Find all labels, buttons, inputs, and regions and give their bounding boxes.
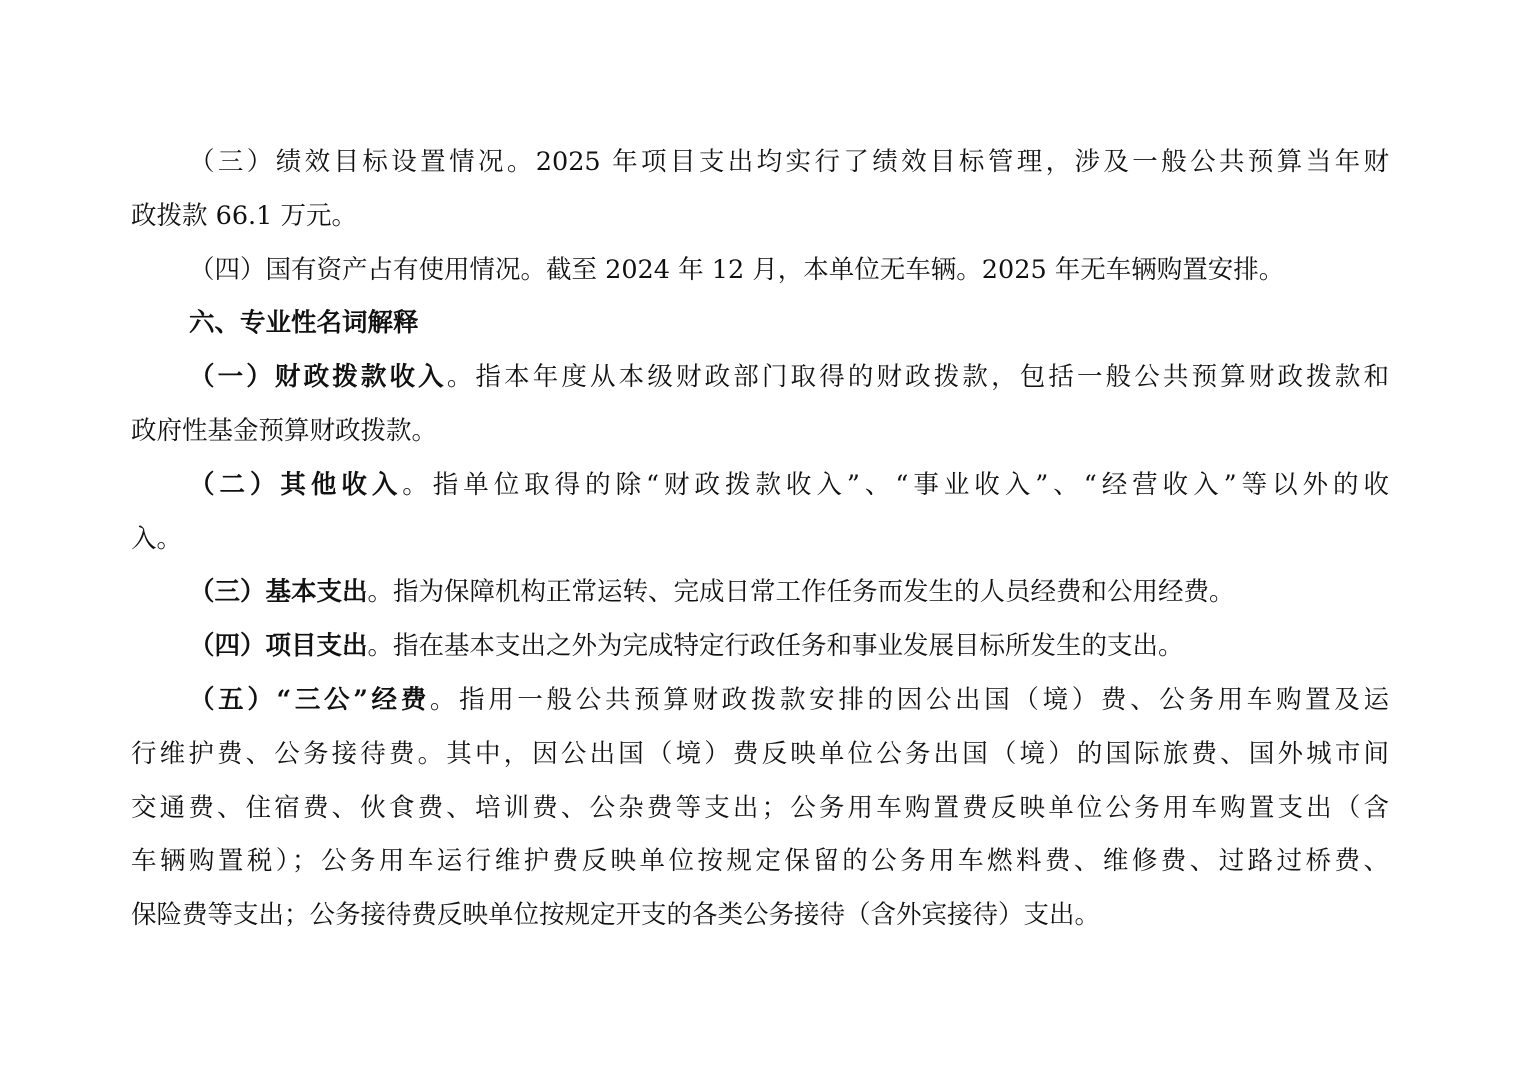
definition-basic-expenditure (131, 566, 1389, 620)
paragraph-performance-targets (131, 136, 1389, 244)
section-heading: 六、专业性名词解释 (189, 308, 419, 339)
definition-text: 。指在基本支出之外为完成特定行政任务和事业发展目标所发生的支出。 (367, 631, 1184, 662)
paragraph-line (131, 566, 1389, 620)
paragraph-line (131, 459, 1389, 513)
paragraph-line (131, 620, 1389, 674)
paragraph-line: 交通费、住宿费、伙食费、培训费、公杂费等支出；公务用车购置费反映单位公务用车购置支出（含 (131, 792, 1389, 823)
paragraph-line (131, 351, 1389, 405)
definition-text: 。指本年度从本级财政部门取得的财政拨款，包括一般公共预算财政拨款和 (446, 362, 1389, 393)
paragraph-state-assets (131, 244, 1389, 298)
definition-text: 。指用一般公共预算财政拨款安排的因公出国（境）费、公务用车购置及运 (429, 684, 1389, 715)
paragraph-line: 政拨款 66.1 万元。 (131, 200, 357, 231)
paragraph-line: 行维护费、公务接待费。其中，因公出国（境）费反映单位公务出国（境）的国际旅费、国外城市间 (131, 738, 1389, 769)
definition-fiscal-appropriation-income (131, 351, 1389, 459)
definition-term: （一）财政拨款收入 (189, 362, 447, 393)
definition-text: 。指为保障机构正常运转、完成日常工作任务而发生的人员经费和公用经费。 (367, 577, 1235, 608)
definition-term: （三）基本支出 (189, 577, 368, 608)
definition-term: （二）其他收入 (189, 469, 403, 500)
definition-term: （四）项目支出 (189, 631, 368, 662)
definition-term: （五）“三公”经费 (189, 684, 430, 715)
definition-project-expenditure (131, 620, 1389, 674)
document-page (131, 136, 1389, 943)
paragraph-line: 政府性基金预算财政拨款。 (131, 415, 438, 446)
definition-text: 。指单位取得的除“财政拨款收入”、“事业收入”、“经营收入”等以外的收 (402, 469, 1389, 500)
definition-three-public-expenses (131, 674, 1389, 943)
paragraph-line (131, 674, 1389, 728)
paragraph-line: 入。 (131, 523, 183, 554)
paragraph-line: （四）国有资产占有使用情况。截至 2024 年 12 月，本单位无车辆。2025 年无车辆购置安排。 (189, 254, 1285, 285)
definition-other-income (131, 459, 1389, 567)
paragraph-line: （三）绩效目标设置情况。2025 年项目支出均实行了绩效目标管理，涉及一般公共预算当年财 (189, 147, 1389, 177)
paragraph-line: 车辆购置税）；公务用车运行维护费反映单位按规定保留的公务用车燃料费、维修费、过路过桥费、 (131, 846, 1389, 877)
paragraph-line: 保险费等支出；公务接待费反映单位按规定开支的各类公务接待（含外宾接待）支出。 (131, 900, 1101, 931)
